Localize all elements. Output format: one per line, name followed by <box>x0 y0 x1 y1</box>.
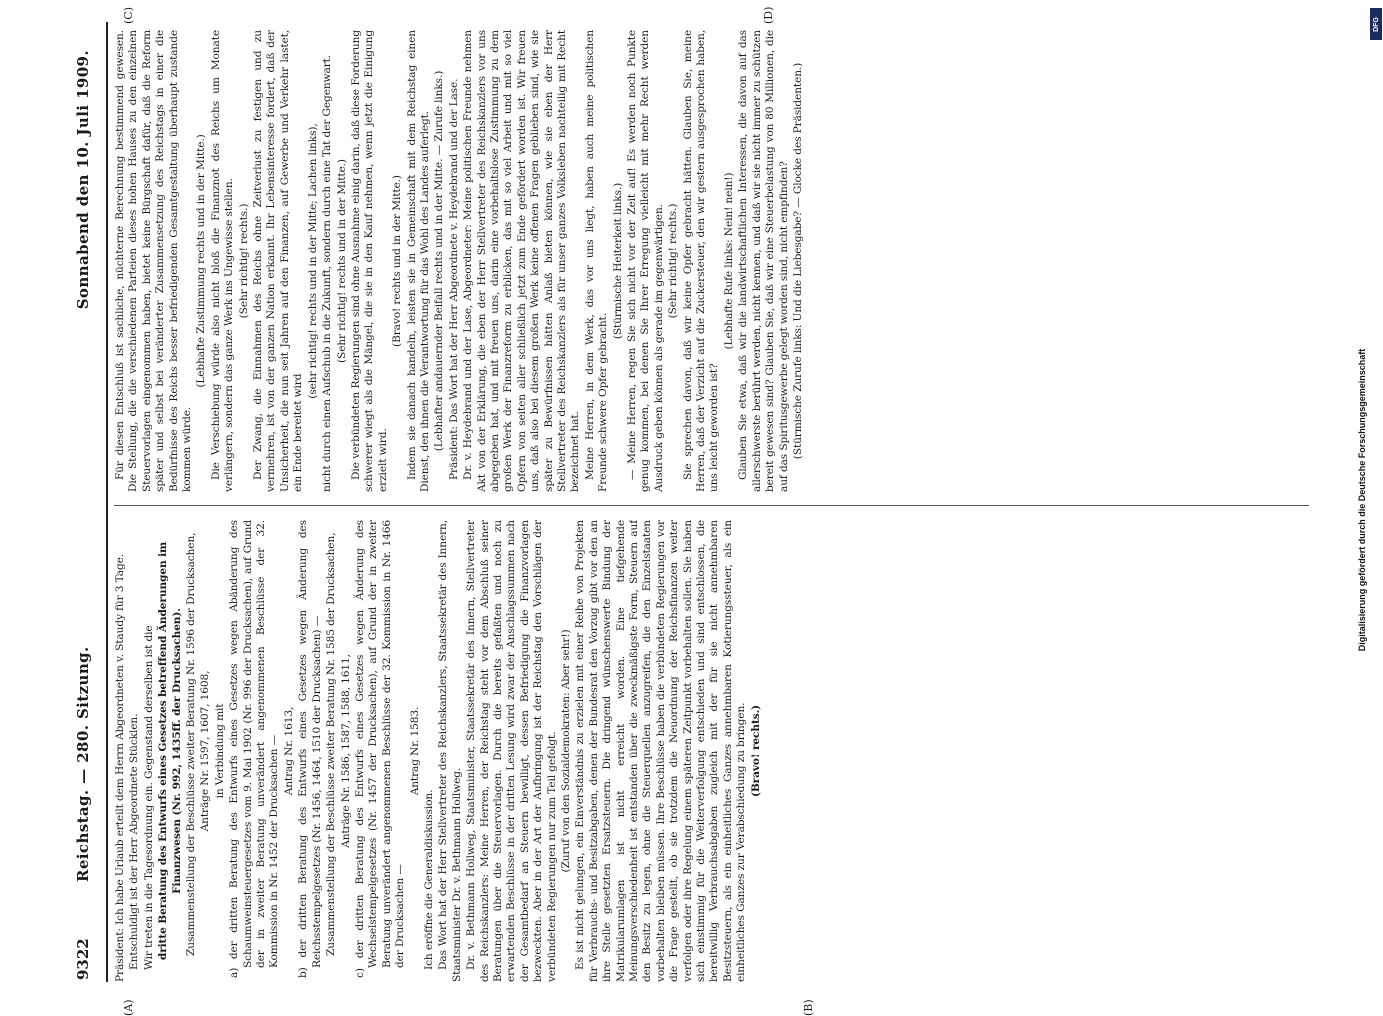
agenda-zusammenstellung: Zusammenstellung der Beschlüsse zweiter Beratung Nr. 1596 der Drucksachen, <box>185 532 198 956</box>
dfg-logo: DFG <box>1370 8 1382 40</box>
bravo-mitte: (Bravo! rechts und in der Mitte.) <box>391 175 404 347</box>
zuruf-mitte-lachen: (sehr richtig! rechts und in der Mitte; Lachen links), <box>306 123 319 399</box>
wort-bethmann-text: Das Wort hat der Herr Stellvertreter des Reichskanzlers, Staatssekretär des Innern, Staatsminister Dr. v. Bethmann Hollweg. <box>437 520 463 982</box>
page-header <box>62 22 102 982</box>
digitization-note: Digitalisierung gefördert durch die Deutsche Forschungsgemeinschaft <box>1357 348 1367 652</box>
entschuldigt-text: Entschuldigt ist der Herr Abgeordnete Stücklen. <box>128 713 141 970</box>
sehr-richtig-3: (Sehr richtig! rechts.) <box>667 203 680 319</box>
generaldiskussion-text: Ich eröffne die Generaldiskussion. <box>422 789 435 970</box>
margin-mark-a: (A) <box>122 999 135 1016</box>
zuruf-sozialdemokraten: (Zuruf von den Sozialdemokraten: Aber sehr!) <box>560 629 572 873</box>
page-title: Reichstag. — 280. Sitzung. <box>74 646 92 882</box>
dienst-text: Indem sie danach handeln, leisten sie in Gemeinschaft mit dem Reichstag einen Dienst, den ihnen die Verantwortung für das Wohl des Landes auferlegt. <box>405 30 431 492</box>
agenda-item-a-antrag: Antrag Nr. 1613, <box>282 706 295 796</box>
agenda-item-b-antraege: Anträge Nr. 1586, 1587, 1588, 1611, <box>339 654 352 848</box>
session-date: Sonnabend den 10. Juli 1909. <box>74 50 92 310</box>
header-rule <box>106 22 108 982</box>
regierungen-einig-text: Die verbündeten Regierungen sind ohne Ausnahme einig darin, daß diese Forderung schwerer wiegt als die Mängel, die sie in den Kauf nehmen, wenn jetzt die Einigung erzielt wird. <box>349 30 389 492</box>
bethmann-speech-continued: Es ist nicht gelungen, ein Einverständnis zu erzielen mit einer Reihe von Projekten für Verbrauchs- und Besitzabgaben, denen der Bundesrat den Vorzug gibt vor den an ihre Stelle gesetzten Ersatzsteuern. Die dringend wünschenswerte Bindung der Matrikularumlagen ist nicht erreicht worden. Eine tiefgehende Meinungsverschiedenheit ist entstanden über die zweckmäßigste Form, Steuern auf den Besitz zu legen, ohne die Steuerquellen anzugreifen, die den Einzelstaaten vorbehalten bleiben müssen. Ihre Beschlüsse haben die verbündeten Regierungen vor die Frage gestellt, ob sie trotzdem die Neuordnung der Reichsfinanzen weiter verfolgen oder ihre Regelung einem späteren Zeitpunkt vorbehalten sollen. Sie haben sich einstimmig für die Weiterverfolgung entschieden und sind entschlossen, die bereitwillig Verbrauchsabgaben zugleich mit der für sie nicht annehmbaren Besitzsteuern, als ein einheitliches Ganzes annehmbaren Kotierungssteuer, als ein einheitliches Ganzes zur Verabschiedung zu bringen. <box>574 520 748 982</box>
margin-mark-b: (B) <box>802 999 815 1016</box>
agenda-item-a: a) der dritten Beratung des Entwurfs eines Gesetzes wegen Abänderung des Schaumweinsteuergesetzes vom 9. Mai 1902 (Nr. 996 der Drucksachen), auf Grund der in zweiter Beratung unverändert angenommenen Beschlüsse der 32. Kommission in Nr. 1452 der Drucksachen — <box>228 520 281 978</box>
president-urlaub: Präsident: Ich habe Urlaub erteilt dem Herrn Abgeordneten v. Staudy für 3 Tage. <box>114 553 126 982</box>
zurufe-liebesgabe: (Stürmische Zurufe links: Und die Liebesgabe? — Glocke des Präsidenten.) <box>791 62 804 460</box>
heydebrand-speech: Dr. v. Heydebrand und der Lase, Abgeordneter: Meine politischen Freunde nehmen Akt von der Erklärung, die eben der Herr Stellvertreter des Reichskanzlers vor uns abgegeben hat, und mit freuen uns, darin eine vorbehaltslose Zustimmung zu dem großen Werk der Finanzreform zu erblicken, das mit so viel Arbeit und mit so viel Opfern von seiten aller schließlich jetzt zum Ende gefördert worden ist. Wir freuen uns, daß also bei diesem großen Werk keine offenen Fragen geblieben sind, wie sie später zu Bewürfnissen hätten Anlaß bieten können, wie sie eben der Herr Stellvertreter des Reichskanzlers als für unser ganzes Volksleben nachteilig mit Recht bezeichnet hat. <box>462 30 582 492</box>
entschluss-text: Für diesen Entschluß ist sachliche, nüchterne Berechnung bestimmend gewesen. Die Stellung, die die verschiedenen Parteien dieses hohen Hauses zu den einzelnen Steuervorlagen eingenommen haben, bietet keine Bürgschaft dafür, daß die Reform später und selbst bei veränderter Zusammensetzung des Reichstags in einer die Bedürfnisse des Reichs besser befriedigenden Gesamtgestaltung überhaupt zustande kommen würde. <box>114 30 194 492</box>
margin-mark-d: (D) <box>762 6 775 24</box>
beifall-text: (Lebhafter andauernder Beifall rechts und in der Mitte. — Zurufe links.) <box>433 70 446 452</box>
page-number: 9322 <box>74 938 92 980</box>
agenda-item-c-antrag: Antrag Nr. 1583. <box>408 706 421 796</box>
tat-gegenwart-text: nicht durch einen Aufschub in die Zukunft, sondern durch eine Tat der Gegenwart. <box>321 54 334 492</box>
agenda-main-item: dritte Beratung des Entwurfs eines Gesetzes betreffend Änderungen im Finanzwesen (Nr. 992, 1435ff. der Drucksachen). <box>157 541 183 961</box>
sehr-richtig-2: (Sehr richtig! rechts und in der Mitte.) <box>335 159 348 363</box>
sehr-richtig-1: (Sehr richtig! rechts.) <box>237 203 250 319</box>
agenda-item-b: b) der dritten Beratung des Entwurfs eines Gesetzes wegen Änderung des Reichsstempelgesetzes (Nr. 1456, 1464, 1510 der Drucksachen) — <box>297 520 323 978</box>
rotated-page <box>62 6 1324 1016</box>
agenda-antraege: Anträge Nr. 1597, 1607, 1608, <box>199 670 212 832</box>
bravo-rechts: (Bravo! rechts.) <box>749 704 762 798</box>
agenda-item-b-zusammenstellung: Zusammenstellung der Beschlüsse zweiter Beratung Nr. 1585 der Drucksachen, <box>325 532 338 956</box>
opfer-text: Meine Herren, in dem Werk, das vor uns liegt, haben auch meine politischen Freunde schwere Opfer gebracht. <box>583 30 610 492</box>
left-column <box>114 520 1324 982</box>
heiterkeit-links: (Stürmische Heiterkeit links.) <box>611 182 624 340</box>
tagesordnung-text: Wir treten in die Tagesordnung ein. Gegenstand derselben ist die <box>142 625 155 970</box>
landwirtschaft-text: Glauben Sie etwa, daß wir die landwirtschaftlichen Interessen, die davon auf das allerschwerste berührt werden, nicht kennen, und daß wir sie nicht immer zu schützen bereit gewesen sind? Glauben Sie, daß wir eine Steuerbelastung von 80 Millionen, die auf das Spiritusgewerbe gelegt worden sind, nicht empfinden? <box>737 30 790 492</box>
agenda-item-c: c) der dritten Beratung des Entwurfs eines Gesetzes wegen Änderung des Wechselstempelgesetzes (Nr. 1457 der Drucksachen), auf Grund der in zweiter Beratung unverändert angenommenen Beschlüsse der 32. Kommission in Nr. 1466 der Drucksachen — <box>353 520 407 978</box>
verschiebung-text: Die Verschiebung würde also nicht bloß die Finanznot des Reichs um Monate verlängern, sondern das ganze Werk ins Ungewisse stellen. <box>209 30 236 492</box>
rufe-links-nein: (Lebhafte Rufe links: Nein! nein!) <box>722 172 735 350</box>
erregung-text: — Meine Herren, regen Sie sich nicht vor der Zeit auf! Es werden noch Punkte genug kommen, bei denen Sie Ihrer Erregung vielleicht mit mehr Recht werden Ausdruck geben können als gerade im gegenwärtigen. <box>626 30 665 492</box>
agenda-verbindung: in Verbindung mit <box>213 703 226 799</box>
zwang-text: Der Zwang, die Einnahmen des Reichs ohne Zeitverlust zu festigen und zu vermehren, ist von der ganzen Nation erkannt. Ihr Lebensinteresse fordert, daß der Unsicherheit, die nun seit Jahren auf den Finanzen, auf Gewerbe und Verkehr lastet, ein Ende bereitet wird <box>252 30 305 492</box>
right-column <box>114 30 1324 492</box>
zuckersteuer-text: Sie sprechen davon, daß wir keine Opfer gebracht hätten. Glauben Sie, meine Herren, daß der Verzicht auf die Zuckersteuer, den wir gestern ausgesprochen haben, uns leicht geworden ist? <box>681 30 721 492</box>
bethmann-speech: Dr. v. Bethmann Hollweg, Staatsminister, Staatssekretär des Innern, Stellvertreter des Reichskanzlers: Meine Herren, der Reichstag steht vor dem Abschluß seiner Beratungen über die Steuervorlagen. Durch die bereits gefaßten und noch zu erwartenden Beschlüsse in der dritten Lesung wird zwar der Anschlagssummen nach der Gesamtbedarf an Steuern bewilligt, dessen Befriedigung die Finanzvorlagen bezweckten. Aber in der Art der Aufbringung ist der Reichstag den Vorschlägen der verbündeten Regierungen nur zum Teil gefolgt. <box>465 520 558 982</box>
column-divider <box>114 505 1309 506</box>
president-heydebrand: Präsident: Das Wort hat der Herr Abgeordnete v. Heydebrand und der Lase. <box>447 78 460 480</box>
zustimmung-rechts: (Lebhafte Zustimmung rechts und in der Mitte.) <box>195 134 208 388</box>
margin-mark-c: (C) <box>122 7 135 24</box>
